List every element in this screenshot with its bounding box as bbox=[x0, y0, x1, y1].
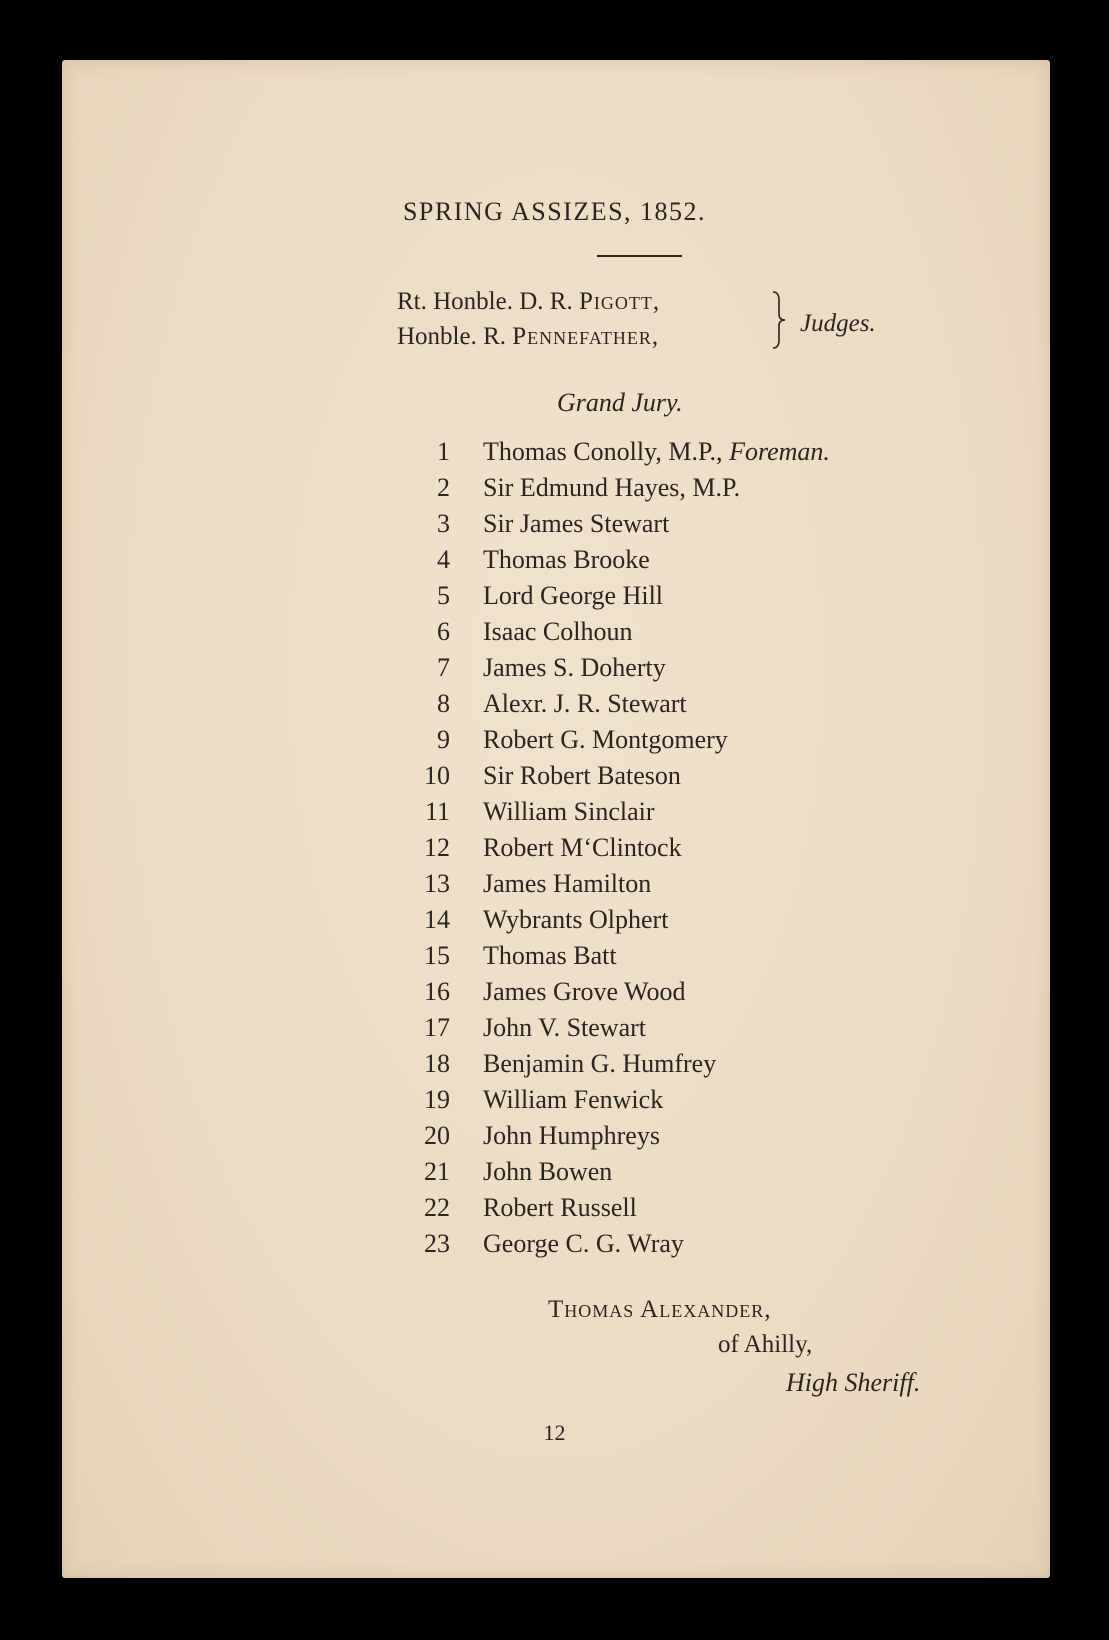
juror-name-line bbox=[483, 581, 663, 611]
judge-2-surname: Pennefather, bbox=[512, 323, 660, 350]
juror-name-line bbox=[483, 725, 728, 755]
juror-name: Sir Robert Bateson bbox=[483, 761, 681, 790]
judge-line-2 bbox=[397, 323, 659, 351]
judge-1-prefix: Rt. Honble. D. R. bbox=[397, 288, 579, 315]
juror-number: 10 bbox=[424, 761, 450, 790]
juror-name: Robert M‘Clintock bbox=[483, 833, 682, 862]
juror-role: Foreman. bbox=[729, 437, 830, 466]
juror-number: 23 bbox=[424, 1229, 450, 1258]
sheriff-residence: of Ahilly, bbox=[718, 1331, 813, 1358]
juror-name-line bbox=[483, 1049, 716, 1079]
juror-number: 12 bbox=[424, 833, 450, 862]
juror-name: James S. Doherty bbox=[483, 653, 666, 682]
juror-name-line bbox=[483, 1013, 646, 1043]
juror-name-line bbox=[483, 689, 687, 719]
juror-name: Benjamin G. Humfrey bbox=[483, 1049, 717, 1078]
juror-number: 14 bbox=[424, 905, 450, 934]
juror-name-line bbox=[483, 761, 681, 791]
juror-name-line bbox=[483, 1121, 660, 1151]
judge-2-prefix: Honble. R. bbox=[397, 323, 513, 350]
judge-1-surname: Pigott, bbox=[578, 288, 661, 315]
juror-number: 5 bbox=[437, 581, 450, 610]
juror-number: 18 bbox=[424, 1049, 450, 1078]
juror-name-line bbox=[483, 1229, 684, 1259]
juror-name-line bbox=[483, 797, 655, 827]
juror-number: 7 bbox=[437, 653, 450, 682]
juror-name: Lord George Hill bbox=[483, 581, 664, 610]
juror-name: William Sinclair bbox=[483, 797, 655, 826]
juror-number: 6 bbox=[437, 617, 450, 646]
juror-name: James Grove Wood bbox=[483, 977, 686, 1006]
title-rule bbox=[597, 255, 682, 257]
juror-name: John Humphreys bbox=[483, 1121, 660, 1150]
juror-name: Sir Edmund Hayes, M.P. bbox=[483, 473, 741, 502]
juror-name-line bbox=[483, 653, 666, 683]
juror-name-line bbox=[483, 1193, 637, 1223]
juror-number: 8 bbox=[437, 689, 450, 718]
juror-number: 19 bbox=[424, 1085, 450, 1114]
juror-number: 20 bbox=[424, 1121, 450, 1150]
page-title: SPRING ASSIZES, 1852. bbox=[402, 197, 707, 226]
juror-number: 3 bbox=[437, 509, 450, 538]
juror-name-line bbox=[483, 1157, 612, 1187]
juror-number: 2 bbox=[437, 473, 450, 502]
juror-name: George C. G. Wray bbox=[483, 1229, 684, 1258]
juror-name: William Fenwick bbox=[483, 1085, 664, 1114]
juror-name: John Bowen bbox=[483, 1157, 613, 1186]
juror-number: 21 bbox=[424, 1157, 450, 1186]
juror-name: Isaac Colhoun bbox=[483, 617, 633, 646]
juror-name: Thomas Brooke bbox=[483, 545, 650, 574]
juror-number: 16 bbox=[424, 977, 450, 1006]
juror-name: Alexr. J. R. Stewart bbox=[483, 689, 687, 718]
juror-name: John V. Stewart bbox=[483, 1013, 646, 1042]
juror-number: 15 bbox=[424, 941, 450, 970]
juror-number: 22 bbox=[424, 1193, 450, 1222]
grand-jury-heading: Grand Jury. bbox=[557, 388, 683, 417]
juror-name-line bbox=[483, 869, 651, 899]
juror-name-line bbox=[483, 473, 740, 503]
judge-line-1 bbox=[397, 288, 660, 316]
juror-name-line bbox=[483, 1085, 663, 1115]
juror-name: Robert Russell bbox=[483, 1193, 637, 1222]
juror-name: Robert G. Montgomery bbox=[483, 725, 728, 754]
juror-number: 1 bbox=[437, 437, 450, 466]
juror-name-line bbox=[483, 617, 632, 647]
judges-brace bbox=[771, 290, 787, 350]
juror-name: James Hamilton bbox=[483, 869, 652, 898]
juror-number: 11 bbox=[424, 797, 450, 826]
judges-label: Judges. bbox=[800, 310, 876, 337]
juror-name-line bbox=[483, 977, 686, 1007]
juror-number: 13 bbox=[424, 869, 450, 898]
juror-name-line bbox=[483, 905, 668, 935]
page-number: 12 bbox=[543, 1420, 566, 1445]
juror-number: 17 bbox=[424, 1013, 450, 1042]
juror-name: Thomas Batt bbox=[483, 941, 617, 970]
juror-name: Sir James Stewart bbox=[483, 509, 670, 538]
sheriff-name: Thomas Alexander, bbox=[548, 1296, 772, 1323]
juror-name: Thomas Conolly, M.P., bbox=[483, 437, 730, 466]
sheriff-title: High Sheriff. bbox=[786, 1368, 921, 1397]
juror-name-line bbox=[483, 437, 830, 467]
juror-name-line bbox=[483, 545, 650, 575]
juror-number: 9 bbox=[437, 725, 450, 754]
juror-number: 4 bbox=[437, 545, 450, 574]
juror-name-line bbox=[483, 833, 682, 863]
juror-name-line bbox=[483, 509, 669, 539]
juror-name-line bbox=[483, 941, 617, 971]
juror-name: Wybrants Olphert bbox=[483, 905, 669, 934]
